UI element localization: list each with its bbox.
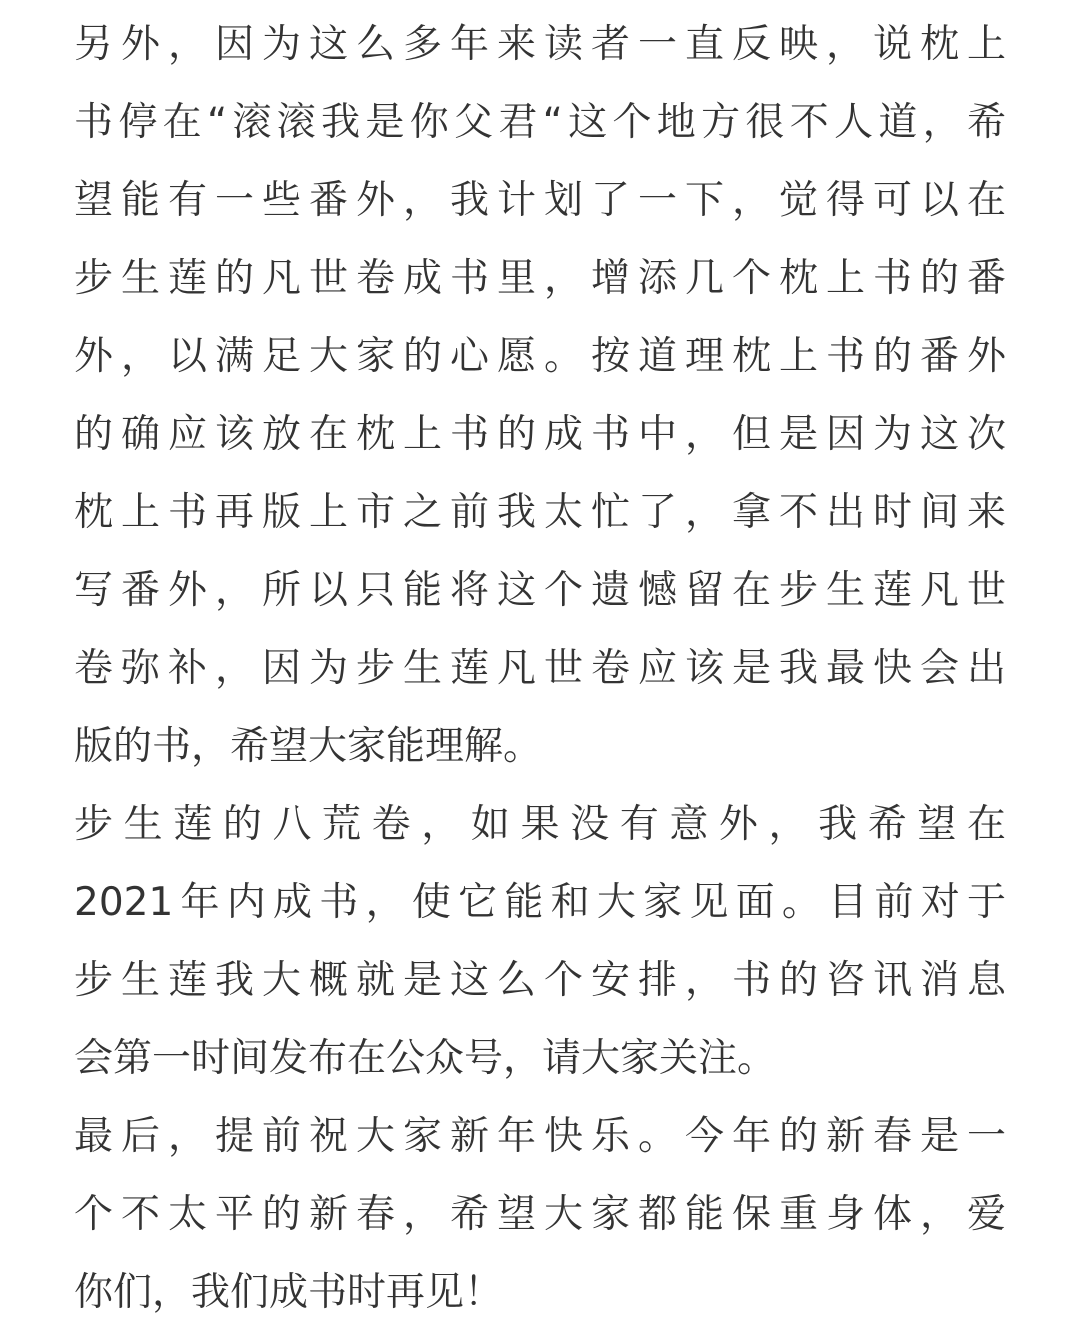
- text-line: 步生莲的凡世卷成书里，增添几个枕上书的番: [74, 256, 1006, 301]
- text-line: 你们，我们成书时再见！: [74, 1270, 504, 1315]
- text-line: 会第一时间发布在公众号，请大家关注。: [74, 1036, 777, 1081]
- text-line: 另外，因为这么多年来读者一直反映，说枕上: [74, 22, 1006, 67]
- text-line: 写番外，所以只能将这个遗憾留在步生莲凡世: [74, 568, 1006, 613]
- text-line: 步生莲的八荒卷，如果没有意外，我希望在: [74, 802, 1006, 847]
- text-line: 步生莲我大概就是这么个安排，书的咨讯消息: [74, 958, 1006, 1003]
- text-line: 个不太平的新春，希望大家都能保重身体，爱: [74, 1192, 1006, 1237]
- text-line: 卷弥补，因为步生莲凡世卷应该是我最快会出: [74, 646, 1006, 691]
- text-line: 望能有一些番外，我计划了一下，觉得可以在: [74, 178, 1006, 223]
- text-line: 外，以满足大家的心愿。按道理枕上书的番外: [74, 334, 1006, 379]
- paragraph-release-schedule: [74, 786, 1006, 1098]
- text-line: 的确应该放在枕上书的成书中，但是因为这次: [74, 412, 1006, 457]
- text-line: 书停在“滚滚我是你父君“这个地方很不人道，希: [74, 100, 1006, 145]
- text-line: 枕上书再版上市之前我太忙了，拿不出时间来: [74, 490, 1006, 535]
- article-body: [74, 0, 1006, 1320]
- text-line: 版的书，希望大家能理解。: [74, 724, 543, 769]
- text-line: 2021年内成书，使它能和大家见面。目前对于: [74, 880, 1006, 925]
- paragraph-extras-plan: [74, 6, 1006, 786]
- text-line: 最后，提前祝大家新年快乐。今年的新春是一: [74, 1114, 1006, 1159]
- paragraph-new-year-wishes: [74, 1098, 1006, 1320]
